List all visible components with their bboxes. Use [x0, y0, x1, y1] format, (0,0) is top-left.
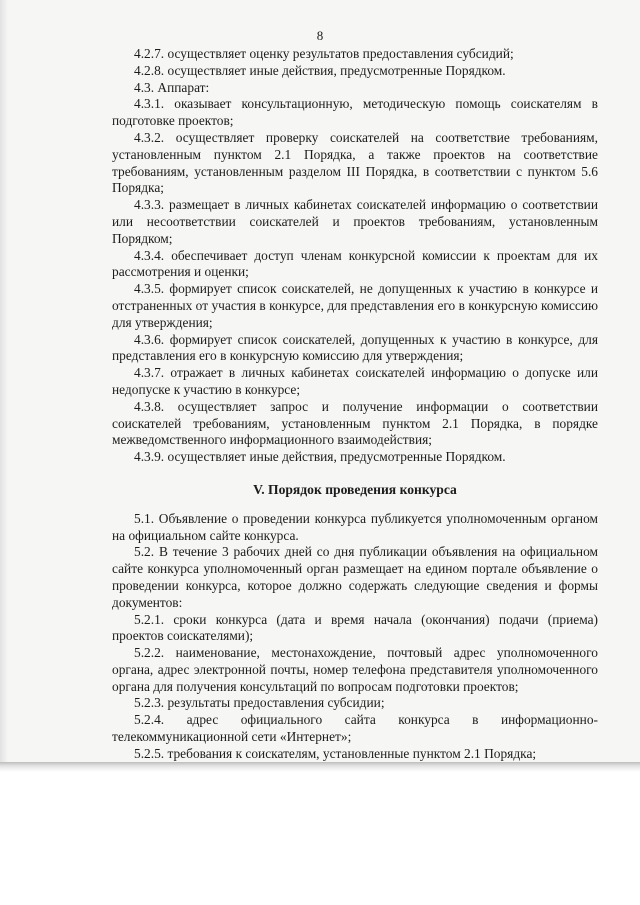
page-number: 8	[316, 28, 324, 43]
paragraph-4-3-9: 4.3.9. осуществляет иные действия, предусмотренные Порядком.	[134, 449, 506, 465]
paragraph-5-2: 5.2. В течение 3 рабочих дней со дня публикации объявления на официальном сайте конкурса уполномоченный орган размещает на едином портале объявление о проведении конкурса, которое должно содержать следующие сведения и формы документов:	[112, 544, 598, 610]
paragraph-5-2-5: 5.2.5. требования к соискателям, установленные пунктом 2.1 Порядка;	[134, 745, 537, 761]
paragraph-4-3-5: 4.3.5. формирует список соискателей, не допущенных к участию в конкурсе и отстраненных от участия в конкурсе, для представления его в конкурсную комиссию для утверждения;	[112, 281, 598, 330]
paragraph-5-2-1: 5.2.1. сроки конкурса (дата и время начала (окончания) подачи (приема) проектов соискателями);	[112, 611, 598, 644]
paragraph-5-1: 5.1. Объявление о проведении конкурса публикуется уполномоченным органом на официальном сайте конкурса.	[112, 510, 598, 543]
paragraph-4-3: 4.3. Аппарат:	[134, 79, 210, 95]
paragraph-5-2-3: 5.2.3. результаты предоставления субсидии;	[134, 695, 385, 711]
paragraph-4-3-2: 4.3.2. осуществляет проверку соискателей на соответствие требованиям, установленным пунктом 2.1 Порядка, а также проектов на соответствие требованиям, установленным разделом III Порядка, в соответствии с пунктом 5.6 Порядка;	[112, 129, 598, 196]
document-body	[112, 46, 598, 763]
paragraph-4-3-4: 4.3.4. обеспечивает доступ членам конкурсной комиссии к проектам для их рассмотрения и оценки;	[112, 247, 598, 280]
paragraph-4-3-7: 4.3.7. отражает в личных кабинетах соискателей информацию о допуске или недопуске к участию в конкурсе;	[112, 365, 598, 397]
paragraph-4-2-8: 4.2.8. осуществляет иные действия, предусмотренные Порядком.	[134, 62, 506, 78]
paragraph-5-2-4: 5.2.4. адрес официального сайта конкурса в информационно-телекоммуникационной сети «Интернет»;	[112, 712, 598, 745]
scan-bottom-edge	[0, 762, 640, 772]
paragraph-5-2-2: 5.2.2. наименование, местонахождение, почтовый адрес уполномоченного органа, адрес электронной почты, номер телефона представителя уполномоченного органа для получения консультаций по вопросам подготовки проектов;	[112, 645, 598, 694]
paragraph-4-3-3: 4.3.3. размещает в личных кабинетах соискателей информацию о соответствии или несоответствии соискателей и проектов требованиям, установленным Порядком;	[112, 197, 598, 246]
paragraph-4-3-8: 4.3.8. осуществляет запрос и получение информации о соответствии соискателей требованиям, установленным пунктом 2.1 Порядка, в порядке межведомственного информационного взаимодействия;	[112, 398, 598, 448]
paragraph-4-3-6: 4.3.6. формирует список соискателей, допущенных к участию в конкурсе, для представления его в конкурсную комиссию для утверждения;	[112, 331, 598, 364]
paragraph-4-2-7: 4.2.7. осуществляет оценку результатов предоставления субсидий;	[134, 46, 514, 61]
paragraph-4-3-1: 4.3.1. оказывает консультационную, методическую помощь соискателям в подготовке проектов;	[112, 96, 598, 129]
scan-left-shadow	[0, 0, 8, 770]
section-heading: V. Порядок проведения конкурса	[253, 481, 457, 497]
